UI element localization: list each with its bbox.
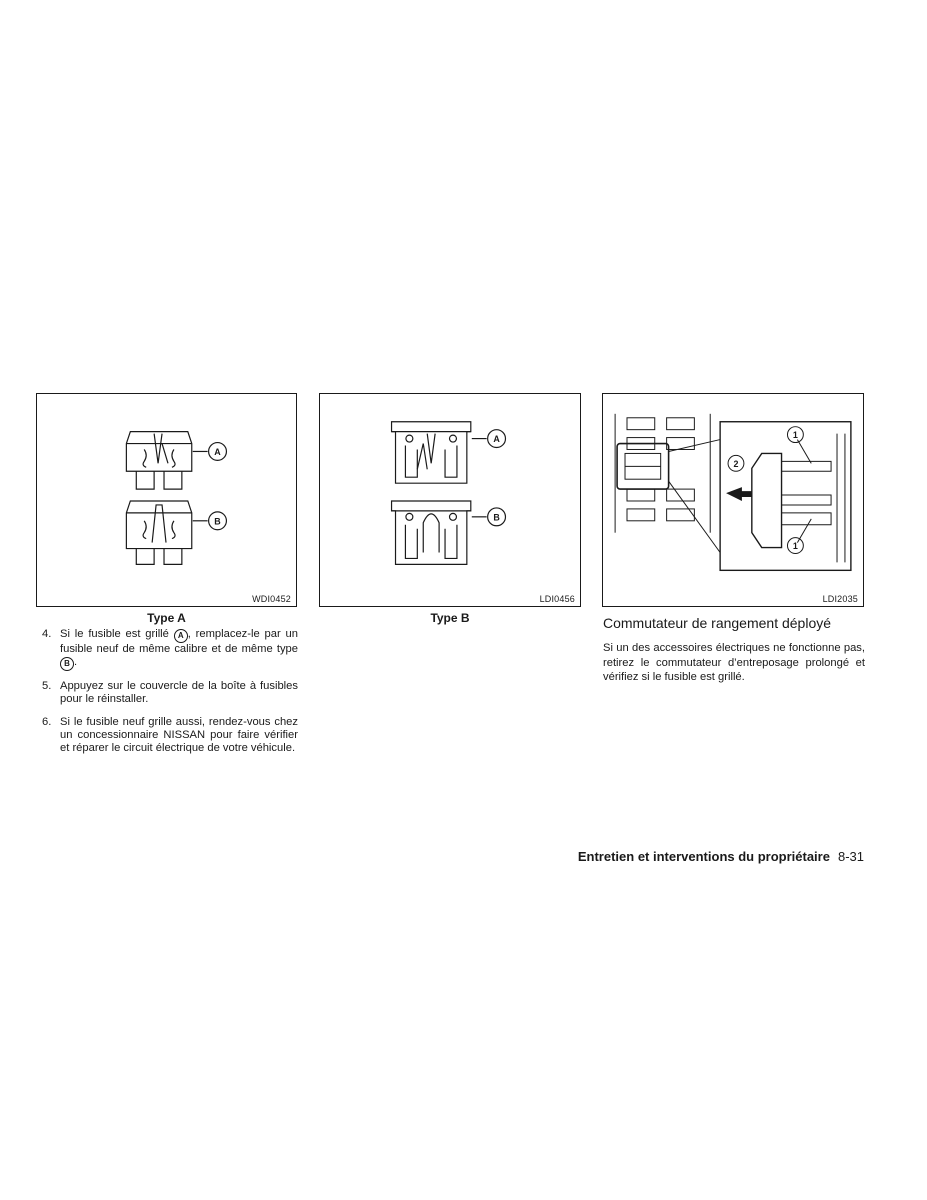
- step-item: [42, 716, 298, 756]
- step-item: [42, 680, 298, 706]
- figure-fuse-type-b: [319, 393, 581, 607]
- storage-switch-illustration: [603, 394, 863, 606]
- figure-code: LDI2035: [822, 594, 858, 604]
- step-number: 4.: [42, 628, 52, 640]
- section-heading: Commutateur de rangement déployé: [603, 615, 832, 631]
- callout-ref-b: B: [60, 657, 74, 671]
- fuse-type-b-illustration: [320, 394, 580, 606]
- step-text-part: .: [74, 656, 78, 669]
- instruction-steps: [42, 628, 298, 764]
- step-number: 5.: [42, 680, 52, 693]
- figure-code: LDI0456: [539, 594, 575, 604]
- fuse-type-a-illustration: [37, 394, 296, 606]
- footer-title: Entretien et interventions du propriétaire: [577, 849, 830, 864]
- figure-fuse-type-a: [36, 393, 297, 607]
- callout-ref-a: A: [174, 629, 188, 643]
- step-text-part: Si le fusible est grillé: [60, 628, 174, 640]
- callout-label: B: [493, 512, 500, 523]
- figure-caption-type-b: Type B: [430, 611, 470, 625]
- step-text: Si le fusible neuf grille aussi, rendez-vous chez un concessionnaire NISSAN pour faire vérifier et réparer le circuit électrique de votre véhicule.: [60, 715, 298, 755]
- callout-label: 1: [792, 541, 798, 552]
- step-text-part: , remplacez-le par un fusible neuf de même calibre et de même type: [60, 628, 298, 655]
- callout-label: A: [493, 434, 500, 445]
- page-footer: [400, 849, 864, 864]
- step-text: Appuyez sur le couvercle de la boîte à fusibles pour le réinstaller.: [60, 680, 298, 706]
- page-number: 8-31: [837, 849, 864, 864]
- callout-label: 2: [733, 458, 739, 469]
- figure-caption-type-a: Type A: [147, 611, 186, 625]
- figure-code: WDI0452: [252, 594, 291, 604]
- callout-label: 1: [792, 430, 798, 441]
- step-number: 6.: [42, 715, 52, 728]
- callout-label: B: [214, 516, 221, 527]
- callout-label: A: [214, 446, 221, 457]
- section-body: Si un des accessoires électriques ne fonctionne pas, retirez le commutateur d’entreposage prolongé et vérifiez si le fusible est grillé.: [603, 642, 865, 683]
- step-item: [42, 628, 298, 671]
- figure-storage-switch: [602, 393, 864, 607]
